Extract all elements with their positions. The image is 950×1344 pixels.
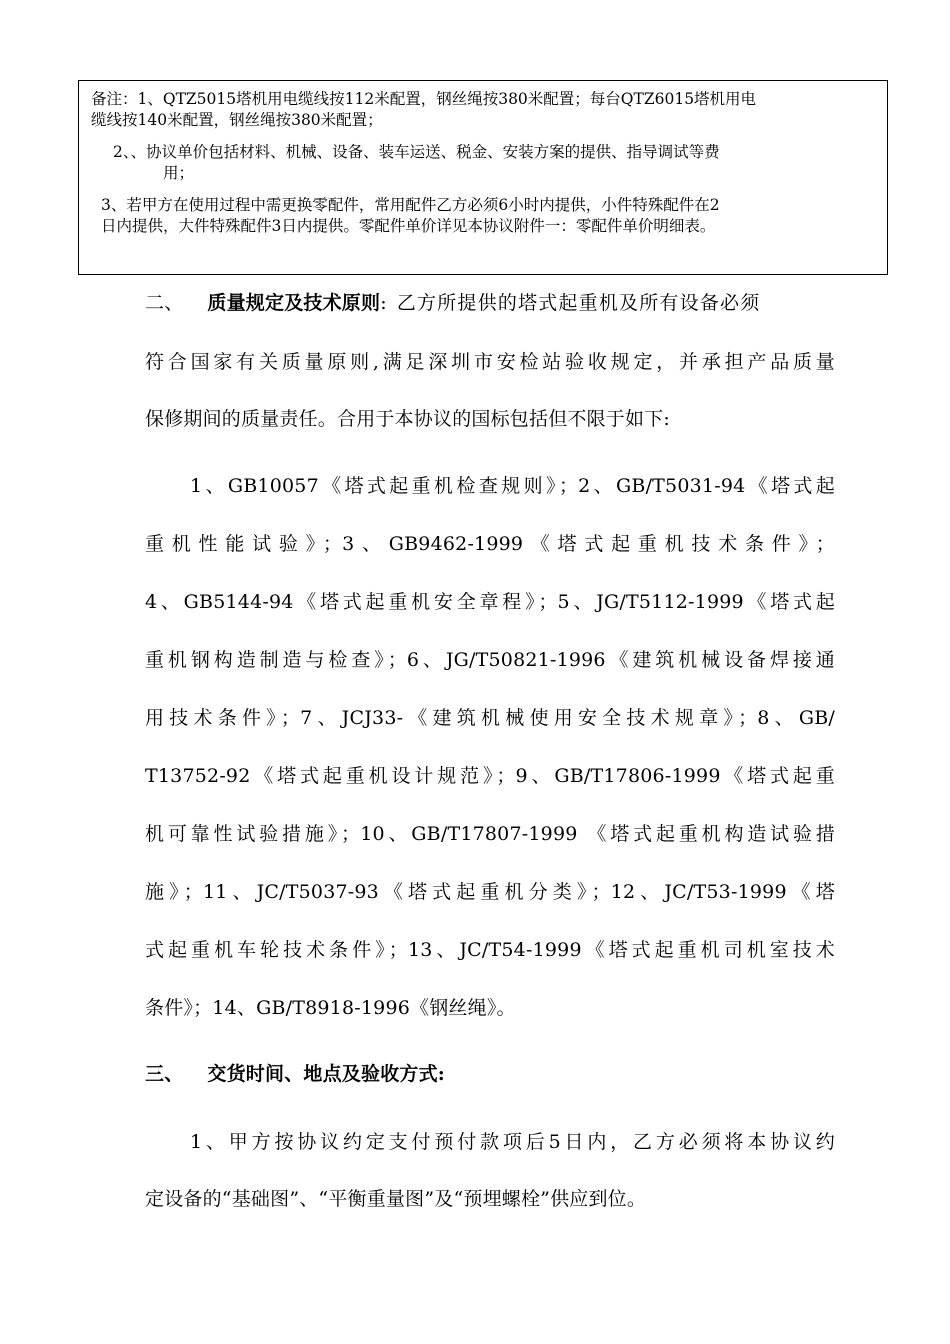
standards-line-9: 式起重机车轮技术条件》；13、JC/T54-1999《塔式起重机司机室技术 xyxy=(145,939,835,961)
remark-3-line-2: 日内提供，大件特殊配件3日内提供。零配件单价详见本协议附件一：零配件单价明细表。 xyxy=(101,217,716,235)
section-2-heading-line xyxy=(145,288,835,315)
standards-line-6: T13752-92《塔式起重机设计规范》；9、GB/T17806-1999《塔式起重 xyxy=(145,765,835,787)
section-2-line-2: 符合国家有关质量原则,满足深圳市安检站验收规定，并承担产品质量 xyxy=(145,351,835,373)
standards-line-2: 重机性能试验》；3、GB9462-1999《塔式起重机技术条件》； xyxy=(145,533,835,555)
section-3-para-1-line-2: 定设备的“基础图”、“平衡重量图”及“预埋螺栓”供应到位。 xyxy=(145,1188,647,1210)
standards-line-10: 条件》；14、GB/T8918-1996《钢丝绳》。 xyxy=(145,997,516,1019)
section-2-intro-text: 乙方所提供的塔式起重机及所有设备必须 xyxy=(396,292,761,314)
remark-1 xyxy=(91,89,877,131)
standards-line-5: 用技术条件》；7、JCJ33-《建筑机械使用安全技术规章》；8、GB/ xyxy=(145,707,835,729)
remark-3 xyxy=(91,195,877,237)
remark-2-line-1: 2、、协议单价包括材料、机械、设备、装车运送、税金、安装方案的提供、指导调试等费 xyxy=(113,143,720,161)
remark-2-line-2: 用； xyxy=(163,164,195,182)
section-2-colon: : xyxy=(380,292,387,314)
section-3-para-1-line-1: 1、甲方按协议约定支付预付款项后5日内，乙方必须将本协议约 xyxy=(190,1131,835,1153)
section-3-number: 三、 xyxy=(145,1063,184,1085)
section-3-title: 交货时间、地点及验收方式: xyxy=(207,1063,446,1085)
section-3-heading-line xyxy=(145,1059,835,1086)
standards-line-8: 施》；11、JC/T5037-93《塔式起重机分类》；12、JC/T53-1999《塔 xyxy=(145,881,835,903)
section-2-title: 质量规定及技术原则 xyxy=(207,292,381,314)
standards-line-3: 4、GB5144-94《塔式起重机安全章程》；5、JG/T5112-1999《塔式起 xyxy=(145,591,835,613)
section-2-line-3: 保修期间的质量责任。合用于本协议的国标包括但不限于如下: xyxy=(145,408,671,430)
remark-3-line-1: 3、若甲方在使用过程中需更换零配件，常用配件乙方必须6小时内提供，小件特殊配件在2 xyxy=(101,196,720,214)
standards-line-4: 重机钢构造制造与检查》；6、JG/T50821-1996《建筑机械设备焊接通 xyxy=(145,649,835,671)
remark-1-line-2: 缆线按140米配置，钢丝绳按380米配置； xyxy=(91,111,383,129)
standards-line-7: 机可靠性试验措施》；10、GB/T17807-1999 《塔式起重机构造试验措 xyxy=(145,823,835,845)
remark-2 xyxy=(91,142,877,184)
remarks-box xyxy=(78,80,888,275)
remark-1-line-1: 备注：1、QTZ5015塔机用电缆线按112米配置，钢丝绳按380米配置；每台QTZ6015塔机用电 xyxy=(91,90,757,108)
section-2-number: 二、 xyxy=(145,292,184,314)
standards-line-1: 1、GB10057《塔式起重机检查规则》；2、GB/T5031-94《塔式起 xyxy=(190,475,835,497)
